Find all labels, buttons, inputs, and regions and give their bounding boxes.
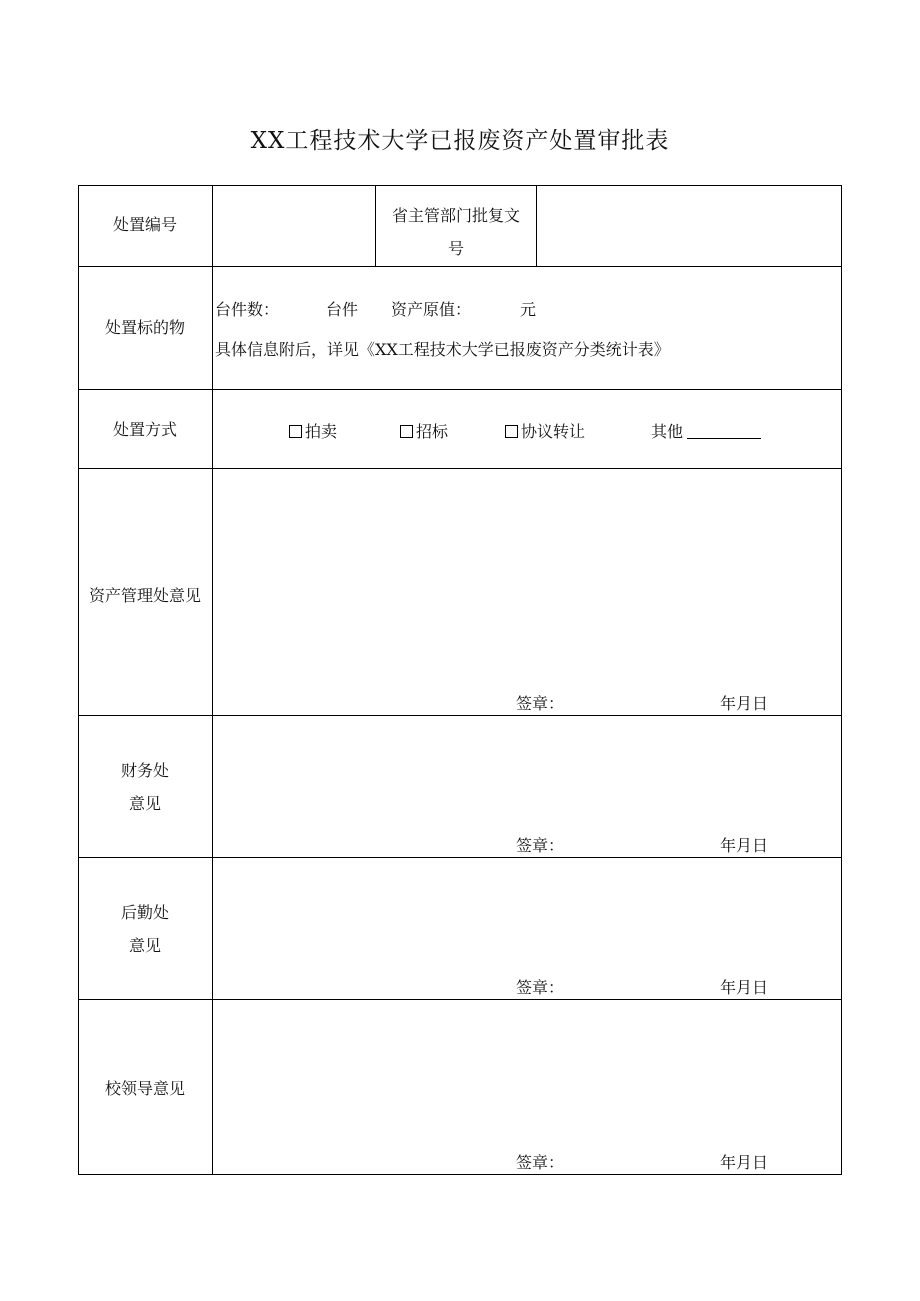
logistics-opinion-field[interactable] <box>213 858 841 968</box>
logistics-label-line2: 意见 <box>128 936 161 955</box>
option-transfer-label: 协议转让 <box>521 422 586 441</box>
signature-label: 签章： <box>516 694 565 713</box>
option-other[interactable] <box>651 419 761 442</box>
option-other-label: 其他 <box>651 422 684 441</box>
method-label: 处置方式 <box>112 420 177 439</box>
approval-doc-label-line1: 省主管部门批复文 <box>391 206 520 225</box>
checkbox-icon[interactable] <box>289 425 302 438</box>
approval-table <box>78 185 842 1175</box>
table-border-bottom <box>78 1174 842 1175</box>
value-label: 资产原值： <box>391 300 472 319</box>
row-divider <box>78 389 842 390</box>
logistics-label <box>78 896 212 962</box>
approval-doc-label-line2: 号 <box>447 239 464 258</box>
finance-label-line2: 意见 <box>128 794 161 813</box>
logistics-label-line1: 后勤处 <box>120 903 169 922</box>
value-unit: 元 <box>520 300 537 319</box>
other-blank-field[interactable] <box>687 424 761 439</box>
finance-label-line1: 财务处 <box>120 761 169 780</box>
finance-opinion-field[interactable] <box>213 716 841 826</box>
option-auction-label: 拍卖 <box>305 422 338 441</box>
table-border-right <box>841 185 842 1175</box>
approval-doc-label <box>376 199 536 265</box>
approval-doc-field[interactable] <box>537 186 841 266</box>
date-label: 年月日 <box>720 694 769 713</box>
leadership-label: 校领导意见 <box>104 1079 185 1098</box>
row-divider <box>78 266 842 267</box>
option-tender-label: 招标 <box>416 422 449 441</box>
page-title: XX工程技术大学已报废资产处置审批表 <box>250 128 670 154</box>
option-tender[interactable] <box>400 419 448 442</box>
option-auction[interactable] <box>289 419 337 442</box>
date-label: 年月日 <box>720 836 769 855</box>
leadership-opinion-field[interactable] <box>213 1000 841 1140</box>
count-label: 台件数： <box>215 300 280 319</box>
asset-office-opinion-field[interactable] <box>213 469 841 669</box>
count-unit: 台件 <box>326 300 359 319</box>
signature-label: 签章： <box>516 978 565 997</box>
option-transfer[interactable] <box>505 419 585 442</box>
disposal-no-field[interactable] <box>213 186 375 266</box>
subject-detail: 具体信息附后，详见《XX工程技术大学已报废资产分类统计表》 <box>215 340 670 359</box>
checkbox-icon[interactable] <box>400 425 413 438</box>
signature-label: 签章： <box>516 1153 565 1172</box>
disposal-no-label: 处置编号 <box>112 215 177 234</box>
finance-label <box>78 754 212 820</box>
date-label: 年月日 <box>720 1153 769 1172</box>
checkbox-icon[interactable] <box>505 425 518 438</box>
signature-label: 签章： <box>516 836 565 855</box>
subject-label: 处置标的物 <box>104 318 185 337</box>
date-label: 年月日 <box>720 978 769 997</box>
asset-office-label: 资产管理处意见 <box>88 586 201 605</box>
